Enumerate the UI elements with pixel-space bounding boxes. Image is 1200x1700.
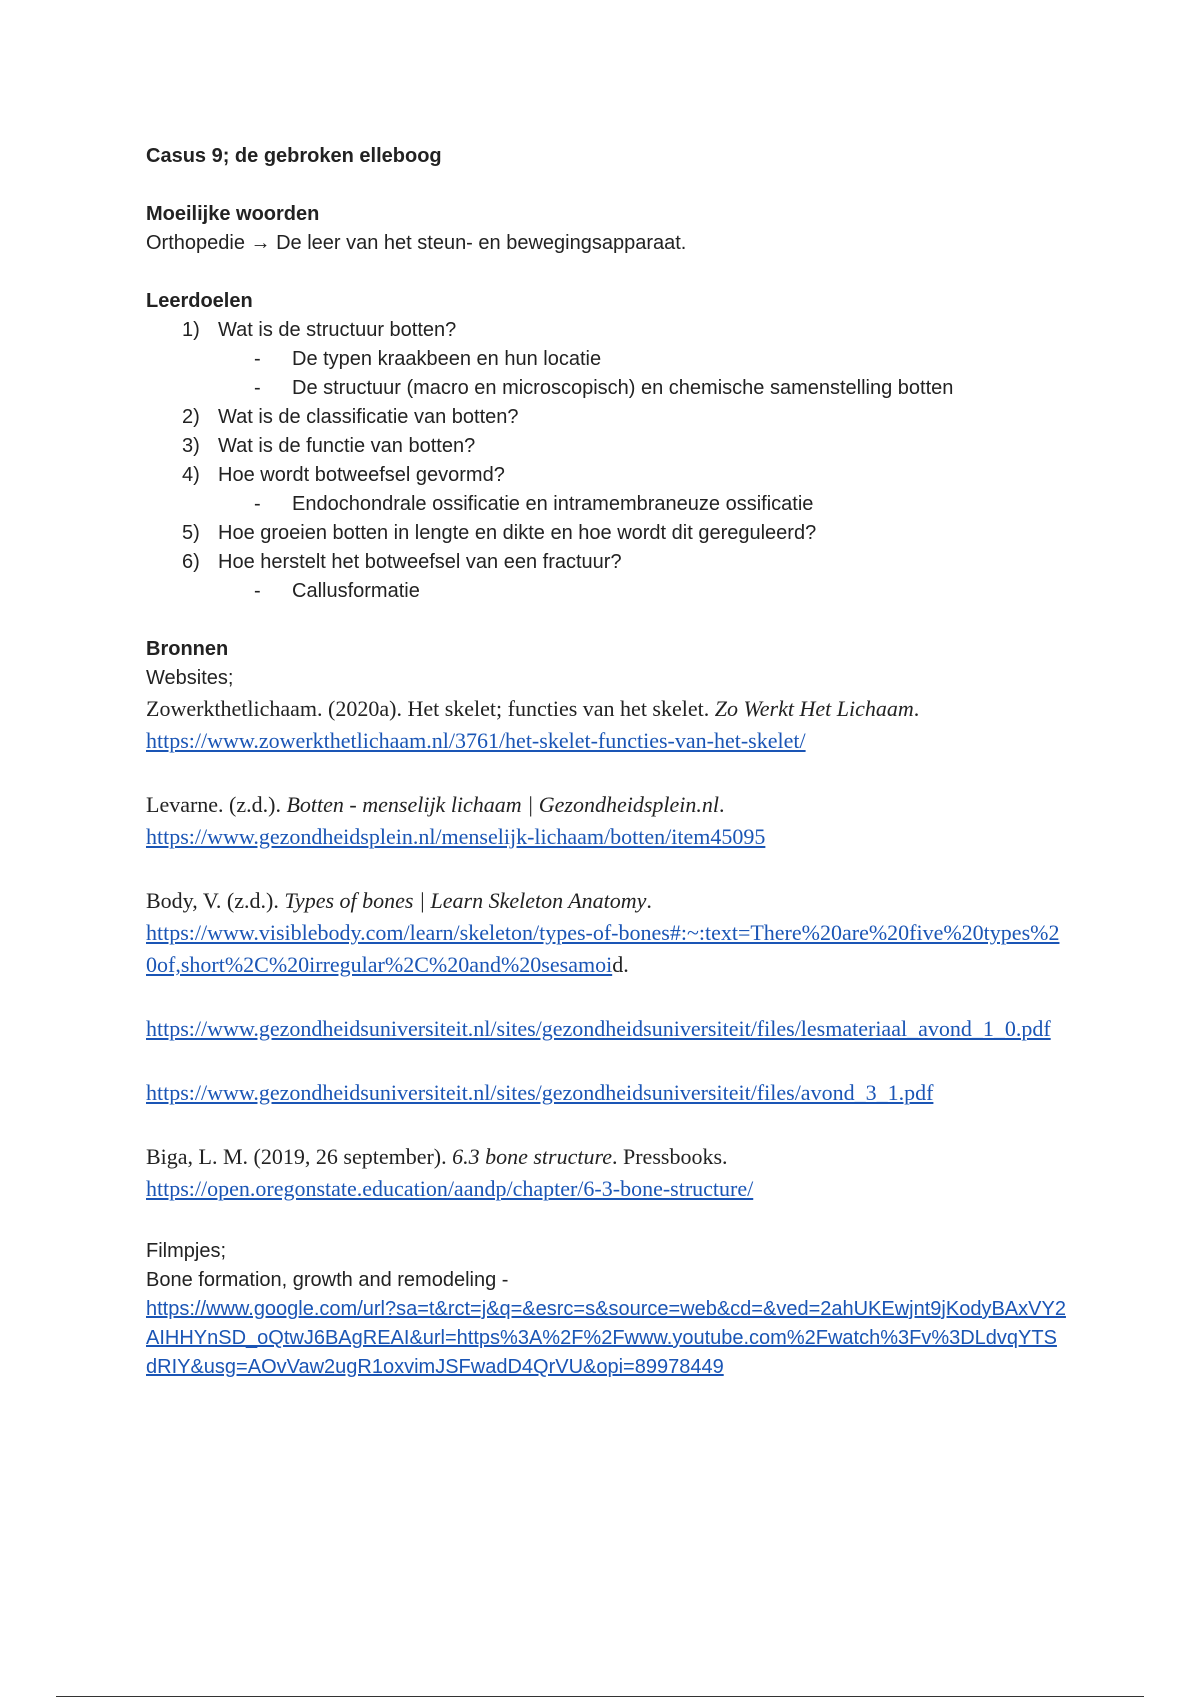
difficult-words-heading: Moeilijke woorden bbox=[146, 203, 320, 225]
list-item: 2) Wat is de classificatie van botten? bbox=[182, 406, 519, 428]
document-page bbox=[146, 142, 1066, 1382]
list-item: 6) Hoe herstelt het botweefsel van een fractuur? bbox=[182, 551, 622, 573]
reference-link[interactable]: https://www.visiblebody.com/learn/skeleton/types-of-bones#:~:text=There%20are%20five%20types%20of,short%2C%20irregular%2C%20and%20sesamoi bbox=[146, 920, 1060, 977]
bottom-divider bbox=[56, 1696, 1144, 1697]
list-item: - Endochondrale ossificatie en intramembraneuze ossificatie bbox=[254, 493, 814, 515]
sources-heading: Bronnen bbox=[146, 638, 229, 660]
learning-goals-list bbox=[146, 316, 1066, 606]
list-item: 3) Wat is de functie van botten? bbox=[182, 435, 476, 457]
reference-1: Zowerkthetlichaam. (2020a). Het skelet; functies van het skelet. Zo Werkt Het Lichaam. https://www.zowerkthetlichaam.nl/3761/het-skelet-functies-van-het-skelet/ bbox=[146, 696, 920, 753]
list-item: - De typen kraakbeen en hun locatie bbox=[254, 348, 602, 370]
reference-link[interactable]: https://www.gezondheidsplein.nl/menselijk-lichaam/botten/item45095 bbox=[146, 824, 766, 849]
learning-goals-heading: Leerdoelen bbox=[146, 290, 253, 312]
reference-link[interactable]: https://open.oregonstate.education/aandp/chapter/6-3-bone-structure/ bbox=[146, 1176, 754, 1201]
websites-label: Websites; bbox=[146, 667, 234, 689]
reference-3: Body, V. (z.d.). Types of bones | Learn Skeleton Anatomy. https://www.visiblebody.com/learn/skeleton/types-of-bones#:~:text=There%20are%20five%20types%20of,short%2C%20irregular%2C%20and%20sesamoid. bbox=[146, 888, 1060, 977]
list-item: 5) Hoe groeien botten in lengte en dikte en hoe wordt dit gereguleerd? bbox=[182, 522, 817, 544]
list-item: 1) Wat is de structuur botten? bbox=[182, 319, 457, 341]
reference-link[interactable]: https://www.zowerkthetlichaam.nl/3761/het-skelet-functies-van-het-skelet/ bbox=[146, 728, 806, 753]
reference-5 bbox=[146, 1077, 1066, 1109]
reference-2: Levarne. (z.d.). Botten - menselijk lichaam | Gezondheidsplein.nl. https://www.gezondheidsplein.nl/menselijk-lichaam/botten/item45095 bbox=[146, 792, 766, 849]
list-item: 4) Hoe wordt botweefsel gevormd? bbox=[182, 464, 505, 486]
list-item: - Callusformatie bbox=[254, 580, 420, 602]
reference-6: Biga, L. M. (2019, 26 september). 6.3 bone structure. Pressbooks. https://open.oregonstate.education/aandp/chapter/6-3-bone-structure/ bbox=[146, 1144, 754, 1201]
reference-4 bbox=[146, 1013, 1066, 1045]
video-link[interactable]: https://www.google.com/url?sa=t&rct=j&q=&esrc=s&source=web&cd=&ved=2ahUKEwjnt9jKodyBAxVY2AIHHYnSD_oQtwJ6BAgREAI&url=https%3A%2F%2Fwww.youtube.com%2Fwatch%3Fv%3DLdvqYTSdRIY&usg=AOvVaw2ugR1oxvimJSFwadD4QrVU&opi=89978449 bbox=[146, 1298, 1066, 1378]
list-item: - De structuur (macro en microscopisch) en chemische samenstelling botten bbox=[254, 377, 954, 399]
reference-link[interactable]: https://www.gezondheidsuniversiteit.nl/sites/gezondheidsuniversiteit/files/lesmateriaal_avond_1_0.pdf bbox=[146, 1016, 1051, 1041]
difficult-words-line: Orthopedie → De leer van het steun- en bewegingsapparaat. bbox=[146, 232, 687, 254]
video-title: Bone formation, growth and remodeling - bbox=[146, 1269, 509, 1291]
page-title: Casus 9; de gebroken elleboog bbox=[146, 145, 442, 167]
reference-link[interactable]: https://www.gezondheidsuniversiteit.nl/sites/gezondheidsuniversiteit/files/avond_3_1.pdf bbox=[146, 1080, 934, 1105]
videos-label: Filmpjes; bbox=[146, 1240, 227, 1262]
